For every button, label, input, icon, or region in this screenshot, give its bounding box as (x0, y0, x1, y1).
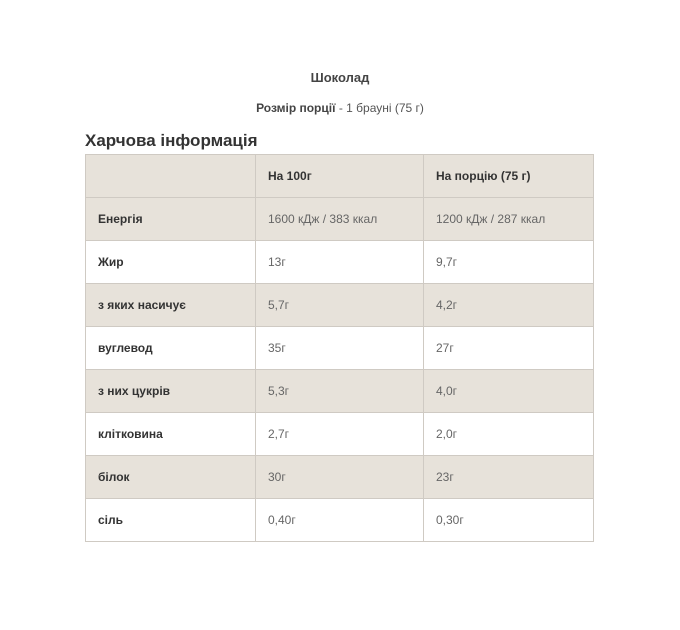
nutrient-name: білок (86, 456, 256, 499)
value-per-serving: 0,30г (424, 499, 594, 542)
table-row (86, 413, 594, 456)
value-per-100g: 2,7г (256, 413, 424, 456)
serving-size-label: Розмір порції (256, 101, 336, 115)
nutrient-name: з них цукрів (86, 370, 256, 413)
value-per-serving: 27г (424, 327, 594, 370)
nutrition-table (85, 154, 594, 542)
value-per-100g: 5,7г (256, 284, 424, 327)
value-per-serving: 4,2г (424, 284, 594, 327)
table-row (86, 327, 594, 370)
table-row (86, 284, 594, 327)
header-per-serving: На порцію (75 г) (424, 155, 594, 198)
serving-size (0, 101, 680, 115)
table-row (86, 370, 594, 413)
value-per-100g: 0,40г (256, 499, 424, 542)
value-per-100g: 35г (256, 327, 424, 370)
value-per-100g: 13г (256, 241, 424, 284)
nutrient-name: вуглевод (86, 327, 256, 370)
value-per-serving: 1200 кДж / 287 ккал (424, 198, 594, 241)
table-row (86, 499, 594, 542)
value-per-serving: 9,7г (424, 241, 594, 284)
header-per-100g: На 100г (256, 155, 424, 198)
value-per-serving: 2,0г (424, 413, 594, 456)
table-row (86, 198, 594, 241)
table-row (86, 456, 594, 499)
value-per-serving: 23г (424, 456, 594, 499)
header-nutrient (86, 155, 256, 198)
nutrient-name: Жир (86, 241, 256, 284)
value-per-100g: 30г (256, 456, 424, 499)
nutrient-name: сіль (86, 499, 256, 542)
flavor-title: Шоколад (310, 70, 370, 85)
nutrition-heading: Харчова інформація (85, 131, 258, 150)
table-row (86, 241, 594, 284)
nutrient-name: клітковина (86, 413, 256, 456)
value-per-100g: 5,3г (256, 370, 424, 413)
nutrient-name: з яких насичує (86, 284, 256, 327)
table-header-row (86, 155, 594, 198)
value-per-100g: 1600 кДж / 383 ккал (256, 198, 424, 241)
nutrient-name: Енергія (86, 198, 256, 241)
value-per-serving: 4,0г (424, 370, 594, 413)
serving-size-value: - 1 брауні (75 г) (335, 101, 424, 115)
